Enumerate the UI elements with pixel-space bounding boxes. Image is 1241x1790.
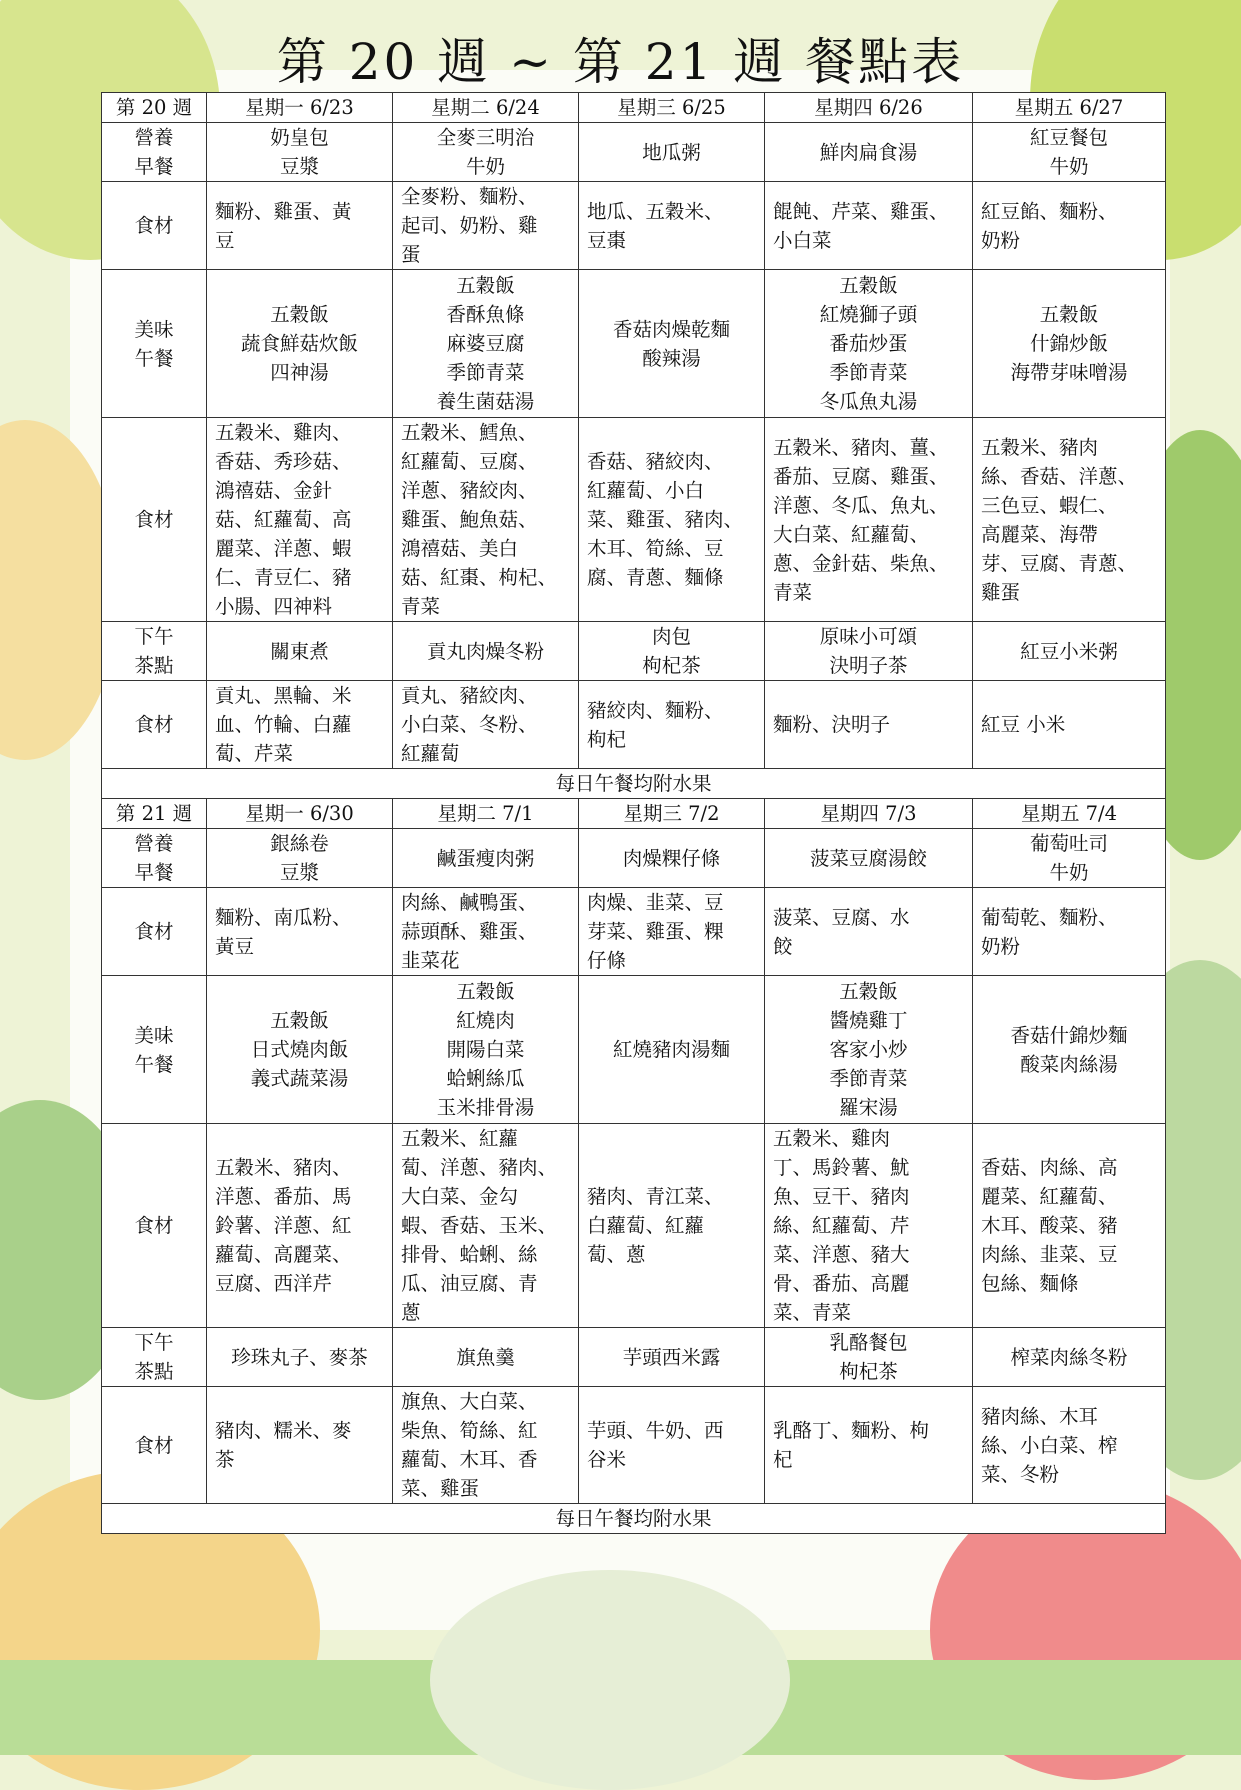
cell-line: 菇、紅蘿蔔、高 bbox=[215, 508, 352, 531]
cell-line: 美味 bbox=[134, 1023, 174, 1047]
breakfast-cell bbox=[765, 123, 973, 182]
cell-line: 酸辣湯 bbox=[642, 346, 701, 370]
cell-line: 菜、洋蔥、豬大 bbox=[773, 1243, 910, 1266]
cell-line: 枸杞 bbox=[587, 727, 627, 751]
daily-note-row bbox=[102, 769, 1166, 799]
snack-ingredients-row bbox=[102, 681, 1166, 769]
lunch-ingredients-cell bbox=[207, 418, 393, 622]
cell-line: 洋蔥、豬絞肉、 bbox=[401, 479, 538, 502]
lunch-cell bbox=[579, 270, 765, 418]
cell-line: 五穀米、雞肉 bbox=[773, 1127, 891, 1150]
row-label: 食材 bbox=[102, 1387, 207, 1504]
cell-line: 骨、番茄、高麗 bbox=[773, 1272, 910, 1295]
cell-line: 鈴薯、洋蔥、紅 bbox=[215, 1214, 352, 1237]
cell-line: 大白菜、金勾 bbox=[401, 1185, 519, 1208]
cell-line: 餛飩、芹菜、雞蛋、 bbox=[773, 199, 949, 223]
cell-line: 包絲、麵條 bbox=[981, 1272, 1079, 1295]
snack-ingredients-row bbox=[102, 1387, 1166, 1504]
cell-line: 蛋 bbox=[401, 243, 421, 266]
cell-line: 海帶芽味噌湯 bbox=[1010, 361, 1128, 384]
cell-line: 仁、青豆仁、豬 bbox=[215, 566, 352, 589]
cell-line: 下午 bbox=[134, 625, 174, 648]
cell-line: 高麗菜、海帶 bbox=[981, 522, 1099, 546]
cell-line: 菜、冬粉 bbox=[981, 1462, 1060, 1486]
day-header: 星期二 7/1 bbox=[393, 799, 579, 829]
cell-line: 貢丸肉燥冬粉 bbox=[426, 639, 544, 663]
cell-line: 仔條 bbox=[587, 949, 627, 972]
cell-line: 蘿蔔、木耳、香 bbox=[401, 1448, 538, 1471]
cell-line: 紅蘿蔔、小白 bbox=[587, 479, 705, 502]
cell-line: 午餐 bbox=[134, 1052, 174, 1076]
daily-note: 每日午餐均附水果 bbox=[102, 769, 1166, 799]
cell-line: 菇、紅棗、枸杞、 bbox=[401, 566, 558, 589]
lunch-ingredients-cell bbox=[765, 418, 973, 622]
cell-line: 全麥三明治 bbox=[436, 126, 535, 149]
snack-cell bbox=[579, 1328, 765, 1387]
snack-ingredients-cell bbox=[393, 1387, 579, 1504]
cell-line: 地瓜、五穀米、 bbox=[587, 199, 724, 223]
breakfast-ingredients-cell bbox=[393, 888, 579, 976]
cell-line: 茶點 bbox=[134, 654, 174, 677]
lunch-ingredients-cell bbox=[207, 1124, 393, 1328]
cell-line: 季節青菜 bbox=[829, 361, 908, 384]
cell-line: 青菜 bbox=[401, 595, 441, 618]
cell-line: 菜、雞蛋 bbox=[401, 1477, 480, 1500]
cell-line: 什錦炒飯 bbox=[1029, 332, 1108, 355]
breakfast-ingredients-cell bbox=[579, 182, 765, 270]
day-header: 星期一 6/23 bbox=[207, 93, 393, 123]
cell-line: 紅豆小米粥 bbox=[1020, 639, 1118, 663]
breakfast-cell bbox=[207, 123, 393, 182]
snack-ingredients-cell bbox=[765, 1387, 973, 1504]
breakfast-cell bbox=[579, 123, 765, 182]
cell-line: 菠菜、豆腐、水 bbox=[773, 905, 910, 929]
daily-note: 每日午餐均附水果 bbox=[102, 1504, 1166, 1534]
cell-line: 旗魚羹 bbox=[456, 1345, 515, 1369]
cell-line: 地瓜粥 bbox=[642, 140, 701, 164]
breakfast-ingredients-cell bbox=[973, 182, 1166, 270]
snack-cell bbox=[207, 622, 393, 681]
cell-line: 番茄炒蛋 bbox=[829, 332, 908, 355]
breakfast-cell bbox=[393, 829, 579, 888]
cell-line: 豆漿 bbox=[279, 861, 319, 884]
cell-line: 紅燒獅子頭 bbox=[819, 303, 918, 326]
day-header: 星期五 7/4 bbox=[973, 799, 1166, 829]
cell-line: 木耳、筍絲、豆 bbox=[587, 537, 724, 560]
day-header: 星期二 6/24 bbox=[393, 93, 579, 123]
cell-line: 三色豆、蝦仁、 bbox=[981, 493, 1118, 517]
cell-line: 貢丸、黑輪、米 bbox=[215, 684, 352, 707]
day-header: 星期一 6/30 bbox=[207, 799, 393, 829]
cell-line: 豬肉、青江菜、 bbox=[587, 1185, 724, 1208]
lunch-cell bbox=[765, 976, 973, 1124]
day-header-row bbox=[102, 93, 1166, 123]
cell-line: 四神湯 bbox=[270, 361, 329, 384]
cell-line: 香菇、肉絲、高 bbox=[981, 1156, 1118, 1179]
cell-line: 小白菜、冬粉、 bbox=[401, 713, 538, 736]
snack-ingredients-cell bbox=[973, 1387, 1166, 1504]
cell-line: 餃 bbox=[773, 934, 793, 958]
cell-line: 洋蔥、番茄、馬 bbox=[215, 1185, 352, 1208]
breakfast-ingredients-cell bbox=[207, 182, 393, 270]
snack-ingredients-cell bbox=[393, 681, 579, 769]
row-label bbox=[102, 976, 207, 1124]
lunch-cell bbox=[393, 270, 579, 418]
snack-row bbox=[102, 622, 1166, 681]
breakfast-ingredients-row bbox=[102, 182, 1166, 270]
cell-line: 紅燒肉 bbox=[456, 1009, 515, 1032]
cell-line: 五穀米、鱈魚、 bbox=[401, 421, 538, 444]
cell-line: 洋蔥、冬瓜、魚丸、 bbox=[773, 493, 949, 517]
cell-line: 麵粉、南瓜粉、 bbox=[215, 905, 352, 929]
cell-line: 柴魚、筍絲、紅 bbox=[401, 1419, 538, 1442]
cell-line: 紅燒豬肉湯麵 bbox=[612, 1038, 730, 1061]
cell-line: 蔔、洋蔥、豬肉、 bbox=[401, 1156, 558, 1179]
cell-line: 乳酪餐包 bbox=[829, 1331, 908, 1354]
cell-line: 肉絲、韭菜、豆 bbox=[981, 1243, 1118, 1266]
lunch-cell bbox=[973, 270, 1166, 418]
cell-line: 杞 bbox=[773, 1448, 793, 1471]
breakfast-cell bbox=[207, 829, 393, 888]
snack-ingredients-cell bbox=[579, 1387, 765, 1504]
cell-line: 紅豆餐包 bbox=[1029, 126, 1108, 149]
row-label: 食材 bbox=[102, 418, 207, 622]
cell-line: 五穀米、豬肉 bbox=[981, 435, 1099, 459]
cell-line: 季節青菜 bbox=[446, 361, 525, 384]
cell-line: 五穀米、豬肉、薑、 bbox=[773, 435, 949, 459]
cell-line: 早餐 bbox=[134, 155, 174, 178]
cell-line: 五穀米、豬肉、 bbox=[215, 1156, 352, 1179]
cell-line: 麵粉、決明子 bbox=[773, 713, 891, 736]
cell-line: 芽、豆腐、青蔥、 bbox=[981, 551, 1138, 575]
cell-line: 小腸、四神料 bbox=[215, 595, 333, 618]
cell-line: 紅蘿蔔 bbox=[401, 742, 460, 765]
breakfast-cell bbox=[973, 123, 1166, 182]
cell-line: 芽菜、雞蛋、粿 bbox=[587, 920, 724, 943]
snack-cell bbox=[579, 622, 765, 681]
snack-cell bbox=[207, 1328, 393, 1387]
row-label bbox=[102, 1328, 207, 1387]
lunch-row bbox=[102, 976, 1166, 1124]
cell-line: 番茄、豆腐、雞蛋、 bbox=[773, 464, 949, 488]
cell-line: 絲、小白菜、榨 bbox=[981, 1433, 1118, 1457]
lunch-cell bbox=[579, 976, 765, 1124]
row-label: 食材 bbox=[102, 888, 207, 976]
snack-cell bbox=[393, 622, 579, 681]
cell-line: 醬燒雞丁 bbox=[829, 1009, 908, 1032]
cell-line: 芋頭、牛奶、西 bbox=[587, 1419, 724, 1442]
cell-line: 谷米 bbox=[587, 1448, 627, 1471]
cell-line: 豬肉、糯米、麥 bbox=[215, 1419, 352, 1442]
cell-line: 榨菜肉絲冬粉 bbox=[1010, 1345, 1128, 1369]
cell-line: 紅豆 小米 bbox=[981, 713, 1066, 736]
cell-line: 豆漿 bbox=[279, 155, 319, 178]
row-label: 食材 bbox=[102, 182, 207, 270]
lunch-ingredients-row bbox=[102, 418, 1166, 622]
breakfast-ingredients-cell bbox=[207, 888, 393, 976]
lunch-cell bbox=[207, 976, 393, 1124]
cell-line: 季節青菜 bbox=[829, 1067, 908, 1090]
lunch-row bbox=[102, 270, 1166, 418]
cell-line: 排骨、蛤蜊、絲 bbox=[401, 1243, 538, 1266]
cell-line: 蔬食鮮菇炊飯 bbox=[240, 332, 358, 355]
cell-line: 豬絞肉、麵粉、 bbox=[587, 698, 724, 722]
cell-line: 腐、青蔥、麵條 bbox=[587, 566, 724, 589]
cell-line: 開陽白菜 bbox=[446, 1038, 525, 1061]
cell-line: 午餐 bbox=[134, 346, 174, 370]
cell-line: 肉燥、韭菜、豆 bbox=[587, 891, 724, 914]
cell-line: 蝦、香菇、玉米、 bbox=[401, 1214, 558, 1237]
cell-line: 黃豆 bbox=[215, 934, 255, 958]
cell-line: 決明子茶 bbox=[829, 654, 908, 677]
cell-line: 養生菌菇湯 bbox=[436, 390, 535, 413]
cell-line: 乳酪丁、麵粉、枸 bbox=[773, 1419, 930, 1442]
cell-line: 蔔、蔥 bbox=[587, 1243, 646, 1266]
day-header: 星期五 6/27 bbox=[973, 93, 1166, 123]
cell-line: 肉包 bbox=[651, 625, 691, 648]
cell-line: 茶 bbox=[215, 1448, 235, 1471]
cell-line: 五穀米、紅蘿 bbox=[401, 1127, 519, 1150]
cell-line: 美味 bbox=[134, 317, 174, 341]
cell-line: 茶點 bbox=[134, 1360, 174, 1383]
cell-line: 奶皇包 bbox=[270, 126, 329, 149]
cell-line: 大白菜、紅蘿蔔、 bbox=[773, 522, 930, 546]
cell-line: 菜、青菜 bbox=[773, 1301, 852, 1324]
snack-cell bbox=[973, 622, 1166, 681]
cell-line: 玉米排骨湯 bbox=[436, 1096, 535, 1119]
snack-ingredients-cell bbox=[207, 1387, 393, 1504]
cell-line: 下午 bbox=[134, 1331, 174, 1354]
day-header: 星期四 6/26 bbox=[765, 93, 973, 123]
cell-line: 奶粉 bbox=[981, 934, 1021, 958]
cell-line: 小白菜 bbox=[773, 228, 832, 252]
cell-line: 菜、雞蛋、豬肉、 bbox=[587, 508, 744, 531]
cell-line: 牛奶 bbox=[1049, 861, 1089, 884]
breakfast-row bbox=[102, 123, 1166, 182]
cell-line: 珍珠丸子、麥茶 bbox=[231, 1345, 368, 1369]
breakfast-cell bbox=[579, 829, 765, 888]
cell-line: 魚、豆干、豬肉 bbox=[773, 1185, 910, 1208]
lunch-cell bbox=[207, 270, 393, 418]
cell-line: 豆棗 bbox=[587, 228, 627, 252]
cell-line: 香菇、秀珍菇、 bbox=[215, 450, 352, 473]
cell-line: 麗菜、紅蘿蔔、 bbox=[981, 1185, 1118, 1208]
cell-line: 牛奶 bbox=[465, 155, 505, 178]
page-title: 第 20 週 ~ 第 21 週 餐點表 bbox=[276, 33, 965, 91]
cell-line: 香酥魚條 bbox=[446, 303, 525, 326]
breakfast-ingredients-cell bbox=[579, 888, 765, 976]
day-header-row bbox=[102, 799, 1166, 829]
cell-line: 韭菜花 bbox=[401, 949, 460, 972]
cell-line: 蔥 bbox=[401, 1301, 421, 1324]
cell-line: 鴻禧菇、美白 bbox=[401, 537, 519, 560]
breakfast-ingredients-cell bbox=[765, 888, 973, 976]
cell-line: 麗菜、洋蔥、蝦 bbox=[215, 537, 352, 560]
cell-line: 五穀飯 bbox=[270, 303, 329, 326]
daily-note-row bbox=[102, 1504, 1166, 1534]
cell-line: 絲、紅蘿蔔、芹 bbox=[773, 1214, 910, 1237]
cell-line: 丁、馬鈴薯、魷 bbox=[773, 1156, 910, 1179]
cell-line: 蔔、芹菜 bbox=[215, 742, 294, 765]
snack-cell bbox=[765, 622, 973, 681]
cell-line: 瓜、油豆腐、青 bbox=[401, 1272, 538, 1295]
snack-cell bbox=[765, 1328, 973, 1387]
snack-ingredients-cell bbox=[765, 681, 973, 769]
breakfast-row bbox=[102, 829, 1166, 888]
cell-line: 五穀飯 bbox=[456, 274, 515, 297]
row-label: 食材 bbox=[102, 1124, 207, 1328]
cell-line: 營養 bbox=[134, 832, 174, 855]
cell-line: 麵粉、雞蛋、黃 bbox=[215, 199, 352, 223]
lunch-ingredients-cell bbox=[973, 1124, 1166, 1328]
cell-line: 蘿蔔、高麗菜、 bbox=[215, 1243, 352, 1266]
row-label bbox=[102, 123, 207, 182]
breakfast-cell bbox=[393, 123, 579, 182]
cell-line: 菠菜豆腐湯餃 bbox=[809, 846, 927, 870]
day-header: 星期四 7/3 bbox=[765, 799, 973, 829]
cell-line: 香菇、豬絞肉、 bbox=[587, 450, 724, 473]
cell-line: 全麥粉、麵粉、 bbox=[401, 185, 538, 208]
cell-line: 義式蔬菜湯 bbox=[250, 1067, 349, 1090]
cell-line: 牛奶 bbox=[1049, 155, 1089, 178]
cell-line: 蒜頭酥、雞蛋、 bbox=[401, 920, 538, 943]
cell-line: 五穀飯 bbox=[839, 980, 898, 1003]
cell-line: 營養 bbox=[134, 126, 174, 149]
cell-line: 鮮肉扁食湯 bbox=[819, 140, 918, 164]
cell-line: 蔥、金針菇、柴魚、 bbox=[773, 551, 949, 575]
lunch-ingredients-cell bbox=[579, 1124, 765, 1328]
breakfast-ingredients-row bbox=[102, 888, 1166, 976]
breakfast-cell bbox=[973, 829, 1166, 888]
cell-line: 青菜 bbox=[773, 580, 813, 604]
cell-line: 旗魚、大白菜、 bbox=[401, 1390, 538, 1413]
cell-line: 銀絲卷 bbox=[270, 832, 329, 855]
cell-line: 紅豆餡、麵粉、 bbox=[981, 199, 1118, 223]
snack-ingredients-cell bbox=[579, 681, 765, 769]
lunch-cell bbox=[765, 270, 973, 418]
cell-line: 肉絲、鹹鴨蛋、 bbox=[401, 891, 538, 914]
breakfast-ingredients-cell bbox=[765, 182, 973, 270]
cell-line: 肉燥粿仔條 bbox=[622, 846, 721, 870]
cell-line: 貢丸、豬絞肉、 bbox=[401, 684, 538, 707]
cell-line: 葡萄吐司 bbox=[1029, 832, 1108, 855]
lunch-ingredients-cell bbox=[973, 418, 1166, 622]
cell-line: 香菇肉燥乾麵 bbox=[612, 317, 730, 341]
snack-ingredients-cell bbox=[207, 681, 393, 769]
lunch-cell bbox=[973, 976, 1166, 1124]
lunch-ingredients-cell bbox=[393, 1124, 579, 1328]
cell-line: 雞蛋、鮑魚菇、 bbox=[401, 508, 538, 531]
week-label: 第 21 週 bbox=[102, 799, 207, 829]
cell-line: 原味小可頌 bbox=[819, 625, 918, 648]
meal-schedule-table bbox=[101, 92, 1166, 1534]
cell-line: 鹹蛋瘦肉粥 bbox=[436, 846, 535, 870]
week-label: 第 20 週 bbox=[102, 93, 207, 123]
cell-line: 雞蛋 bbox=[981, 580, 1021, 604]
snack-cell bbox=[393, 1328, 579, 1387]
lunch-ingredients-cell bbox=[765, 1124, 973, 1328]
cell-line: 香菇什錦炒麵 bbox=[1010, 1023, 1128, 1047]
day-header: 星期三 7/2 bbox=[579, 799, 765, 829]
cell-line: 日式燒肉飯 bbox=[250, 1038, 349, 1061]
cell-line: 白蘿蔔、紅蘿 bbox=[587, 1214, 705, 1237]
cell-line: 紅蘿蔔、豆腐、 bbox=[401, 450, 538, 473]
snack-cell bbox=[973, 1328, 1166, 1387]
snack-row bbox=[102, 1328, 1166, 1387]
lunch-ingredients-row bbox=[102, 1124, 1166, 1328]
cell-line: 羅宋湯 bbox=[839, 1096, 898, 1119]
cell-line: 血、竹輪、白蘿 bbox=[215, 713, 352, 736]
row-label: 食材 bbox=[102, 681, 207, 769]
lunch-ingredients-cell bbox=[579, 418, 765, 622]
cell-line: 豆 bbox=[215, 228, 235, 252]
cell-line: 芋頭西米露 bbox=[622, 1345, 721, 1369]
cell-line: 客家小炒 bbox=[829, 1038, 908, 1061]
row-label bbox=[102, 270, 207, 418]
cell-line: 鴻禧菇、金針 bbox=[215, 479, 333, 502]
row-label bbox=[102, 829, 207, 888]
lunch-cell bbox=[393, 976, 579, 1124]
cell-line: 五穀米、雞肉、 bbox=[215, 421, 352, 444]
day-header: 星期三 6/25 bbox=[579, 93, 765, 123]
cell-line: 五穀飯 bbox=[1039, 303, 1099, 326]
row-label bbox=[102, 622, 207, 681]
breakfast-ingredients-cell bbox=[973, 888, 1166, 976]
cell-line: 起司、奶粉、雞 bbox=[401, 214, 538, 237]
decorative-cauliflower bbox=[430, 1570, 790, 1790]
cell-line: 五穀飯 bbox=[456, 980, 515, 1003]
cell-line: 五穀飯 bbox=[839, 274, 898, 297]
cell-line: 葡萄乾、麵粉、 bbox=[981, 905, 1118, 929]
cell-line: 木耳、酸菜、豬 bbox=[981, 1214, 1118, 1237]
cell-line: 早餐 bbox=[134, 861, 174, 884]
cell-line: 關東煮 bbox=[270, 639, 329, 663]
cell-line: 絲、香菇、洋蔥、 bbox=[981, 464, 1138, 488]
cell-line: 豆腐、西洋芹 bbox=[215, 1272, 333, 1295]
snack-ingredients-cell bbox=[973, 681, 1166, 769]
cell-line: 冬瓜魚丸湯 bbox=[819, 390, 918, 413]
cell-line: 枸杞茶 bbox=[642, 654, 701, 677]
cell-line: 麻婆豆腐 bbox=[446, 332, 525, 355]
breakfast-ingredients-cell bbox=[393, 182, 579, 270]
breakfast-cell bbox=[765, 829, 973, 888]
cell-line: 奶粉 bbox=[981, 228, 1021, 252]
cell-line: 酸菜肉絲湯 bbox=[1020, 1052, 1118, 1076]
cell-line: 五穀飯 bbox=[270, 1009, 329, 1032]
lunch-ingredients-cell bbox=[393, 418, 579, 622]
cell-line: 豬肉絲、木耳 bbox=[981, 1404, 1099, 1428]
cell-line: 枸杞茶 bbox=[839, 1360, 898, 1383]
cell-line: 蛤蜊絲瓜 bbox=[446, 1067, 525, 1090]
